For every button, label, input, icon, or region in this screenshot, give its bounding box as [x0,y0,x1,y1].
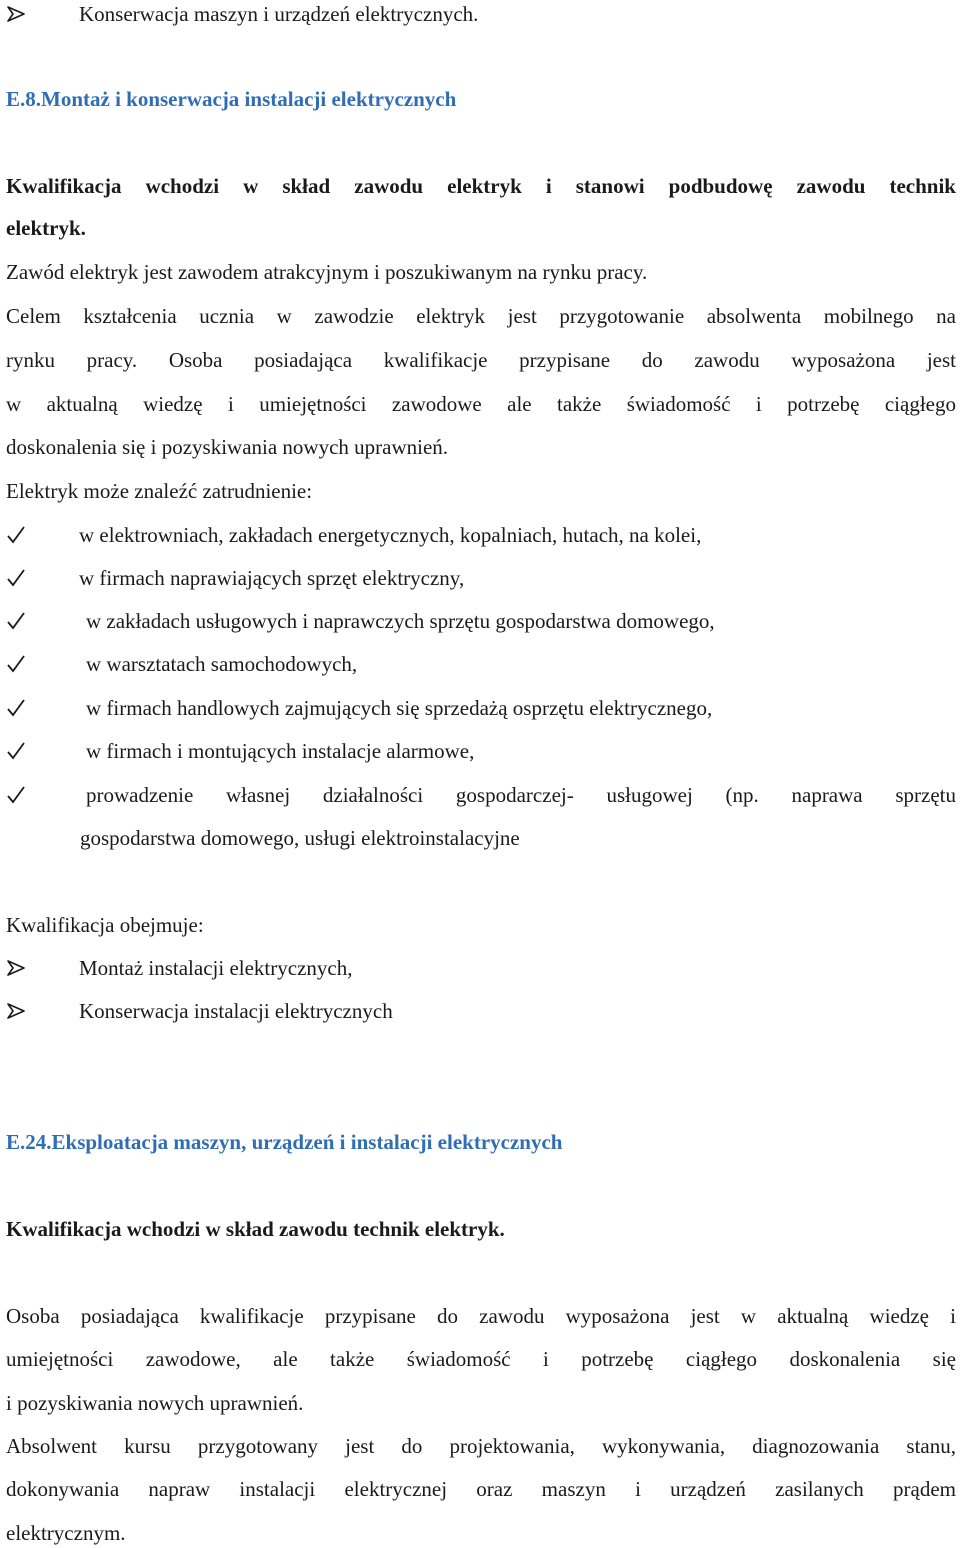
paragraph-line: Elektryk może znaleźć zatrudnienie: [6,479,313,503]
check-list-item [6,650,906,678]
checkmark-icon [6,525,26,545]
list-item-text: w zakładach usługowych i naprawczych sprzętu gospodarstwa domowego, [86,609,715,633]
list-item-continuation: gospodarstwa domowego, usługi elektroinstalacyjne [80,826,520,850]
list-item-text: w firmach i montujących instalacje alarmowe, [86,739,475,763]
paragraph-line: elektrycznym. [6,1521,126,1545]
list-item-text: Montaż instalacji elektrycznych, [79,956,353,980]
section-heading-e8: E.8.Montaż i konserwacja instalacji elektrycznych [6,87,457,111]
arrow-bullet-icon [6,5,26,23]
checkmark-icon [6,785,26,805]
check-list-item [6,694,906,722]
list-item-text: w firmach handlowych zajmujących się sprzedażą osprzętu elektrycznego, [86,696,713,720]
paragraph-line: umiejętności zawodowe, ale także świadomość i potrzebę ciągłego doskonalenia się [6,1347,956,1371]
includes-label: Kwalifikacja obejmuje: [6,913,204,937]
checkmark-icon [6,654,26,674]
checkmark-icon [6,568,26,588]
arrow-list-item [6,997,706,1025]
checkmark-icon [6,611,26,631]
check-list-item [6,564,906,592]
arrow-list-item [6,0,706,28]
list-item-text: w elektrowniach, zakładach energetycznych, kopalniach, hutach, na kolei, [79,523,702,547]
paragraph-line: Zawód elektryk jest zawodem atrakcyjnym i poszukiwanym na rynku pracy. [6,260,648,284]
qualification-line: elektryk. [6,216,86,240]
checkmark-icon [6,698,26,718]
paragraph-line: w aktualną wiedzę i umiejętności zawodowe ale także świadomość i potrzebę ciągłego [6,392,956,416]
check-list-item [6,737,906,765]
section-heading-e24: E.24.Eksploatacja maszyn, urządzeń i instalacji elektrycznych [6,1130,563,1154]
paragraph-line: Celem kształcenia ucznia w zawodzie elektryk jest przygotowanie absolwenta mobilnego na [6,304,956,328]
paragraph-line: Absolwent kursu przygotowany jest do projektowania, wykonywania, diagnozowania stanu, [6,1434,956,1458]
check-list-item [6,521,906,549]
qualification-line: Kwalifikacja wchodzi w skład zawodu elektryk i stanowi podbudowę zawodu technik [6,174,956,198]
list-item-text: prowadzenie własnej działalności gospodarczej- usługowej (np. naprawa sprzętu [86,783,956,807]
paragraph-line: dokonywania napraw instalacji elektrycznej oraz maszyn i urządzeń zasilanych prądem [6,1477,956,1501]
list-item-text: w warsztatach samochodowych, [86,652,358,676]
check-list-item [6,781,956,809]
paragraph-line: rynku pracy. Osoba posiadająca kwalifikacje przypisane do zawodu wyposażona jest [6,348,956,372]
qualification-line: Kwalifikacja wchodzi w skład zawodu technik elektryk. [6,1217,505,1241]
arrow-bullet-icon [6,1002,26,1020]
list-item-text: Konserwacja instalacji elektrycznych [79,999,393,1023]
arrow-bullet-icon [6,959,26,977]
list-item-text: w firmach naprawiających sprzęt elektryczny, [79,566,465,590]
checkmark-icon [6,741,26,761]
paragraph-line: i pozyskiwania nowych uprawnień. [6,1391,304,1415]
check-list-item [6,607,906,635]
paragraph-line: Osoba posiadająca kwalifikacje przypisane do zawodu wyposażona jest w aktualną wiedzę i [6,1304,956,1328]
list-item-text: Konserwacja maszyn i urządzeń elektrycznych. [79,2,479,26]
arrow-list-item [6,954,706,982]
paragraph-line: doskonalenia się i pozyskiwania nowych uprawnień. [6,435,449,459]
